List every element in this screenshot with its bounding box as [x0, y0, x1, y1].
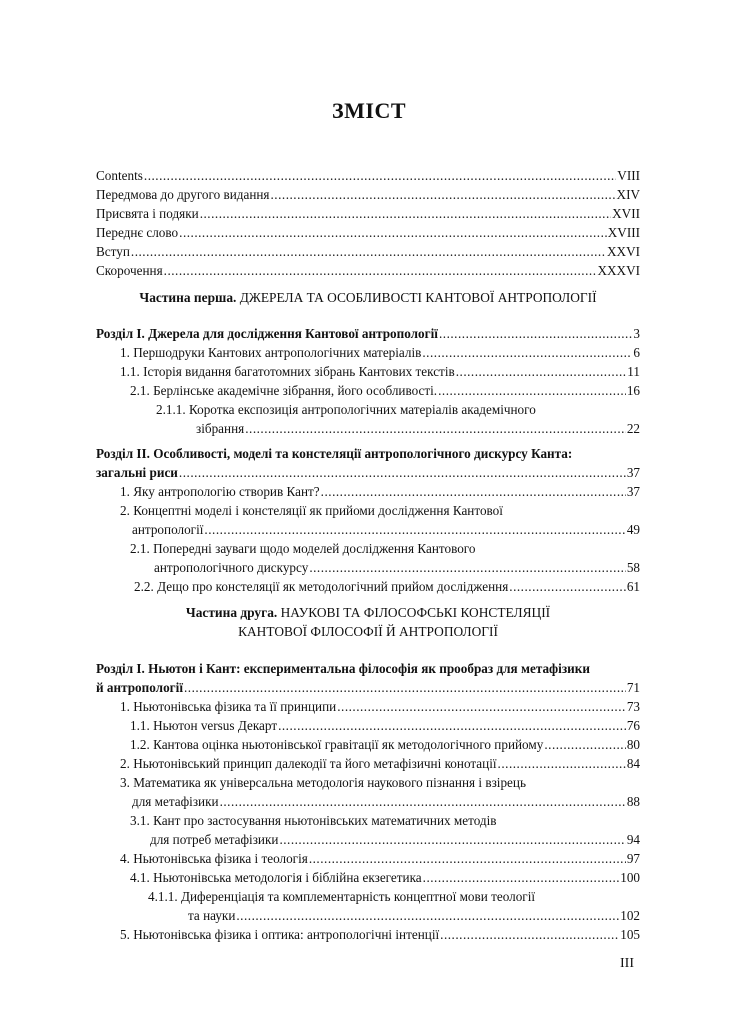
entry-page: 88 — [626, 794, 640, 809]
chapter-heading[interactable] — [96, 659, 640, 697]
entry-title: 2.1. Берлінське академічне зібрання, його особливості. — [130, 383, 438, 398]
entry-first-line: 2.1.1. Коротка експозиція антропологічних матеріалів академічного — [156, 402, 536, 417]
entry-page: 6 — [633, 345, 640, 360]
part-heading — [96, 603, 640, 641]
entry-page: 102 — [620, 908, 640, 923]
toc-entry[interactable] — [96, 362, 640, 381]
entry-page: 61 — [626, 579, 640, 594]
entry-page: 73 — [626, 699, 640, 714]
entry-title: 2.2. Дещо про констеляції як методологічний прийом дослідження — [134, 579, 509, 594]
toc-front-matter — [96, 166, 640, 280]
entry-page: 97 — [626, 851, 640, 866]
part-label: Частина друга. — [185, 605, 278, 620]
leader-dots — [179, 463, 626, 482]
entry-title: для потреб метафізики — [150, 832, 279, 847]
toc-entry[interactable] — [96, 925, 640, 944]
toc-entry[interactable] — [96, 773, 640, 811]
toc-entry[interactable] — [96, 223, 640, 242]
entry-title: Розділ І. Джерела для дослідження Кантової антропології — [96, 326, 438, 341]
leader-dots — [498, 754, 626, 773]
leader-dots — [321, 482, 626, 501]
toc-entry[interactable] — [96, 539, 640, 577]
leader-dots — [184, 678, 626, 697]
leader-dots — [422, 343, 632, 362]
leader-dots — [278, 716, 626, 735]
toc-part2-chapter1 — [96, 659, 640, 944]
entry-title: 1.1. Історія видання багатотомних зібрань Кантових текстів — [120, 364, 455, 379]
leader-dots — [220, 792, 626, 811]
leader-dots — [131, 242, 606, 261]
page-number: III — [620, 956, 634, 971]
entry-title: й антропології — [96, 680, 183, 695]
toc-entry[interactable] — [96, 716, 640, 735]
leader-dots — [204, 520, 625, 539]
toc-entry[interactable] — [96, 754, 640, 773]
entry-title: Присвята і подяки — [96, 206, 199, 221]
entry-page: XIV — [616, 187, 640, 202]
entry-title: антропологічного дискурсу — [154, 560, 309, 575]
leader-dots — [509, 577, 626, 596]
entry-title: Скорочення — [96, 263, 163, 278]
entry-page: 80 — [626, 737, 640, 752]
entry-page: 16 — [626, 383, 640, 398]
entry-first-line: 3.1. Кант про застосування ньютонівських математичних методів — [130, 813, 497, 828]
entry-first-line: 2.1. Попередні зауваги щодо моделей дослідження Кантового — [130, 541, 476, 556]
entry-title: 1. Яку антропологію створив Кант? — [120, 484, 320, 499]
entry-page: 49 — [626, 522, 640, 537]
part-label: Частина перша. — [139, 290, 237, 305]
chapter-heading[interactable] — [96, 324, 640, 343]
entry-title: зібрання — [196, 421, 245, 436]
toc-entry[interactable] — [96, 887, 640, 925]
entry-first-line: 4.1.1. Диференціація та комплементарність концептної мови теології — [148, 889, 536, 904]
entry-title: Переднє слово — [96, 225, 179, 240]
toc-entry[interactable] — [96, 501, 640, 539]
leader-dots — [245, 419, 626, 438]
entry-first-line: Розділ ІІ. Особливості, моделі та констеляції антропологічного дискурсу Канта: — [96, 446, 573, 461]
entry-title: Передмова до другого видання — [96, 187, 270, 202]
entry-page: 76 — [626, 718, 640, 733]
leader-dots — [309, 558, 626, 577]
toc-entry[interactable] — [96, 400, 640, 438]
toc-entry[interactable] — [96, 185, 640, 204]
entry-title: для метафізики — [132, 794, 219, 809]
entry-page: 22 — [626, 421, 640, 436]
leader-dots — [200, 204, 611, 223]
leader-dots — [144, 166, 616, 185]
leader-dots — [438, 381, 626, 400]
entry-page: XVIII — [607, 225, 640, 240]
entry-first-line: 2. Концептні моделі і констеляції як прийоми дослідження Кантової — [120, 503, 503, 518]
toc-entry[interactable] — [96, 261, 640, 280]
entry-title: загальні риси — [96, 465, 178, 480]
entry-page: 100 — [620, 870, 640, 885]
part-title-second-line: КАНТОВОЇ ФІЛОСОФІЇ Й АНТРОПОЛОГІЇ — [238, 624, 498, 639]
entry-page: 37 — [626, 484, 640, 499]
leader-dots — [456, 362, 627, 381]
page-title: ЗМІСТ — [332, 98, 406, 123]
toc-entry[interactable] — [96, 811, 640, 849]
toc-entry[interactable] — [96, 868, 640, 887]
toc-entry[interactable] — [96, 482, 640, 501]
entry-page: XVII — [612, 206, 640, 221]
part-title: НАУКОВІ ТА ФІЛОСОФСЬКІ КОНСТЕЛЯЦІЇ — [280, 605, 551, 620]
entry-title: 1.2. Кантова оцінка ньютонівської гравітації як методологічного прийому — [130, 737, 544, 752]
leader-dots — [309, 849, 626, 868]
entry-title: та науки — [188, 908, 236, 923]
toc-part1-chapter1 — [96, 324, 640, 438]
entry-page: 84 — [626, 756, 640, 771]
leader-dots — [544, 735, 625, 754]
toc-entry[interactable] — [96, 166, 640, 185]
leader-dots — [279, 830, 625, 849]
entry-page: VIII — [617, 168, 640, 183]
entry-title: антропології — [132, 522, 204, 537]
entry-first-line: Розділ І. Ньютон і Кант: експериментальна філософія як прообраз для метафізики — [96, 661, 590, 676]
entry-page: XXXVI — [597, 263, 640, 278]
entry-page: 105 — [620, 927, 640, 942]
entry-page: XXVI — [607, 244, 640, 259]
entry-title: 4. Ньютонівська фізика і теологія — [120, 851, 308, 866]
leader-dots — [423, 868, 620, 887]
entry-page: 37 — [626, 465, 640, 480]
entry-title: 1. Першодруки Кантових антропологічних матеріалів — [120, 345, 422, 360]
entry-title: 1. Ньютонівська фізика та її принципи — [120, 699, 337, 714]
toc-entry[interactable] — [96, 849, 640, 868]
leader-dots — [164, 261, 597, 280]
toc-part1-chapter2 — [96, 444, 640, 596]
toc-entry[interactable] — [96, 697, 640, 716]
entry-page: 71 — [626, 680, 640, 695]
toc-entry[interactable] — [96, 242, 640, 261]
entry-page: 3 — [633, 326, 640, 341]
entry-title: Contents — [96, 168, 143, 183]
entry-title: 2. Ньютонівський принцип далекодії та його метафізичні конотації — [120, 756, 497, 771]
entry-title: Вступ — [96, 244, 130, 259]
chapter-heading[interactable] — [96, 444, 640, 482]
toc-entry[interactable] — [96, 381, 640, 400]
leader-dots — [440, 925, 619, 944]
entry-title: 5. Ньютонівська фізика і оптика: антропологічні інтенції — [120, 927, 440, 942]
leader-dots — [271, 185, 616, 204]
toc-entry[interactable] — [96, 577, 640, 596]
toc-entry[interactable] — [96, 735, 640, 754]
entry-page: 58 — [626, 560, 640, 575]
toc-entry[interactable] — [96, 204, 640, 223]
part-heading — [96, 288, 640, 307]
entry-title: 1.1. Ньютон versus Декарт — [130, 718, 278, 733]
entry-title: 4.1. Ньютонівська методологія і біблійна екзегетика — [130, 870, 422, 885]
leader-dots — [236, 906, 619, 925]
entry-page: 94 — [626, 832, 640, 847]
entry-page: 11 — [627, 364, 640, 379]
part-title: ДЖЕРЕЛА ТА ОСОБЛИВОСТІ КАНТОВОЇ АНТРОПОЛОГІЇ — [239, 290, 597, 305]
toc-entry[interactable] — [96, 343, 640, 362]
leader-dots — [439, 324, 632, 343]
leader-dots — [179, 223, 607, 242]
leader-dots — [337, 697, 626, 716]
entry-first-line: 3. Математика як універсальна методологія наукового пізнання і взірець — [120, 775, 526, 790]
